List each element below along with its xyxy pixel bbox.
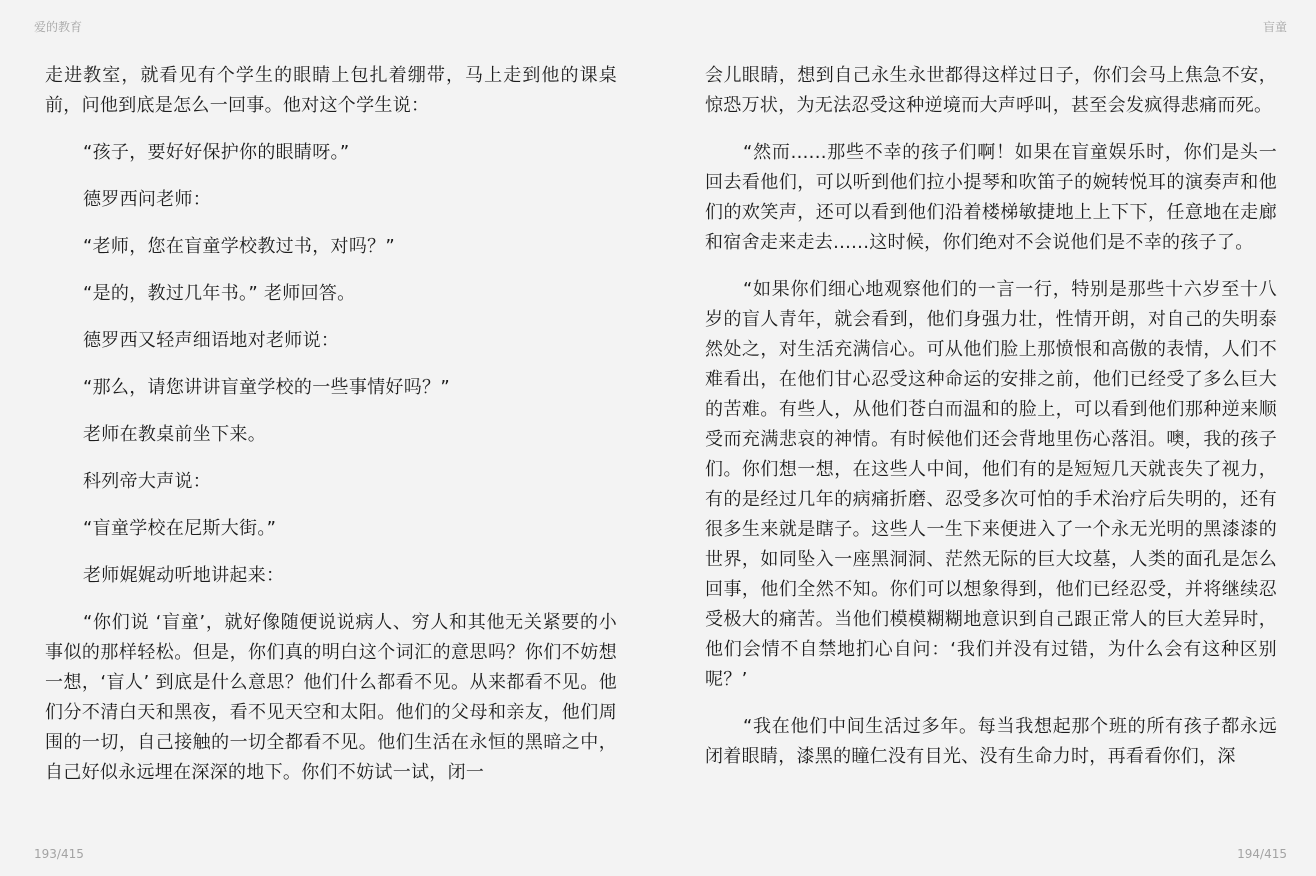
paragraph: “如果你们细心地观察他们的一言一行，特别是那些十六岁至十八岁的盲人青年，就会看到，他们身强力壮，性情开朗，对自己的失明泰然处之，对生活充满信心。可从他们脸上那愤恨和高傲的表情，人们不难看出，在他们甘心忍受这种命运的安排之前，他们已经受了多么巨大的苦难。有些人，从他们苍白而温和的脸上，可以看到他们那种逆来顺受而充满悲哀的神情。有时候他们还会背地里伤心落泪。噢，我的孩子们。你们想一想，在这些人中间，他们有的是短短几天就丧失了视力，有的是经过几年的病痛折磨、忍受多次可怕的手术治疗后失明的，还有很多生来就是瞎子。这些人一生下来便进入了一个永无光明的黑漆漆的世界，如同坠入一座黑洞洞、茫然无际的巨大坟墓，人类的面孔是怎么回事，他们全然不知。你们可以想象得到，他们已经忍受，并将继续忍受极大的痛苦。当他们模模糊糊地意识到自己跟正常人的巨大差异时，他们会情不自禁地扪心自问：‘我们并没有过错，为什么会有这种区别呢？’ [705, 279, 1277, 690]
paragraph: 德罗西问老师： [83, 189, 212, 210]
paragraph: “老师，您在盲童学校教过书，对吗？” [83, 236, 396, 257]
paragraph: 科列帝大声说： [83, 471, 212, 492]
paragraph: “你们说 ‘盲童’，就好像随便说说病人、穷人和其他无关紧要的小事似的那样轻松。但是，你们真的明白这个词汇的意思吗？你们不妨想一想，‘盲人’ 到底是什么意思？他们什么都看不见。从来都看不见。他们分不清白天和黑夜，看不见天空和太阳。他们的父母和亲友，他们周围的一切，自己接触的一切全都看不见。他们生活在永恒的黑暗之中，自己好似永远埋在深深的地下。你们不妨试一试，闭一 [45, 612, 617, 783]
chapter-title: 盲童 [1262, 20, 1287, 34]
paragraph: “我在他们中间生活过多年。每当我想起那个班的所有孩子都永远闭着眼睛，漆黑的瞳仁没有目光、没有生命力时，再看看你们，深 [705, 716, 1277, 767]
paragraph: “盲童学校在尼斯大街。” [83, 518, 277, 539]
paragraph: 德罗西又轻声细语地对老师说： [83, 330, 340, 351]
paragraph: “那么，请您讲讲盲童学校的一些事情好吗？” [83, 377, 450, 398]
left-page-number: 193/415 [34, 847, 84, 861]
right-page-number: 194/415 [1237, 847, 1287, 861]
paragraph: “孩子，要好好保护你的眼睛呀。” [83, 142, 350, 163]
left-page [45, 61, 617, 805]
paragraph: “然而......那些不幸的孩子们啊！如果在盲童娱乐时，你们是头一回去看他们，可以听到他们拉小提琴和吹笛子的婉转悦耳的演奏声和他们的欢笑声，还可以看到他们沿着楼梯敏捷地上上下下，任意地在走廊和宿舍走来走去......这时候，你们绝对不会说他们是不幸的孩子了。 [705, 142, 1277, 253]
paragraph: “是的，教过几年书。” 老师回答。 [83, 283, 356, 304]
paragraph: 走进教室，就看见有个学生的眼睛上包扎着绷带，马上走到他的课桌前，问他到底是怎么一回事。他对这个学生说： [45, 65, 617, 116]
book-title: 爱的教育 [34, 20, 83, 34]
right-page [705, 61, 1277, 789]
paragraph: 老师娓娓动听地讲起来： [83, 565, 285, 586]
paragraph: 会儿眼睛，想到自己永生永世都得这样过日子，你们会马上焦急不安，惊恐万状，为无法忍受这种逆境而大声呼叫，甚至会发疯得悲痛而死。 [705, 65, 1277, 116]
paragraph: 老师在教桌前坐下来。 [83, 424, 266, 445]
